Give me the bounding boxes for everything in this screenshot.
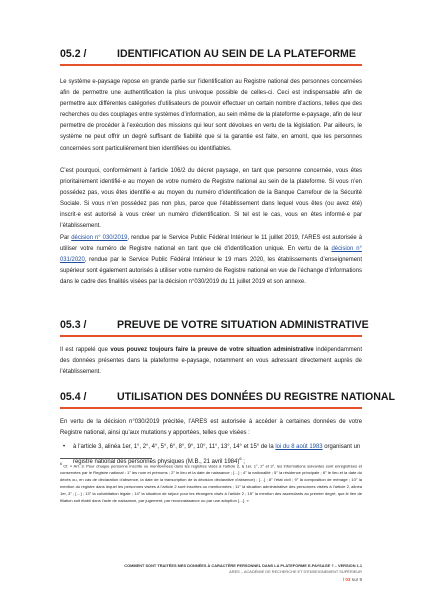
paragraph-text: , rendue par le Service Public Fédéral Intérieur le 11 juillet 2019, l’ARES est autorisée à utiliser votre numéro de Registre national en tant que clé d’identification unique. En vertu de la: [60, 235, 363, 253]
footnote-text: Cf. « Art. 3. Pour chaque personne inscrite ou mentionnées dans les registres visés à l’article 2, § 1er, 1°, 2° et 3°, les informations suivantes sont enregistrées et conservées par le Registre national : 1° les nom et prénoms ; 2° le lieu et la date de naissance ; […] ; 4° la nationalité ; 5° la résidence principale ; 6° le lieu et la date du décès ou, en cas de déclaration d’absence, la date de la transcription de la décision déclarative d’absence) ; […] ; 8° l’état civil ; 9° la composition de ménage ; 10° la mention du registre dans lequel les personnes visées à l’article 2 sont inscrites ou mentionnées ; 11° la situation administrative des personnes visées à l’article 2, alinéa 1er, 3° ; […] ; 13° la cohabitation légale ; 14° la situation de séjour pour les étrangers visés à l’article 2 ; 15° la mention des ascendants au premier degré, que le lien de filiation soit établi dans l’acte de naissance, par jugement, par reconnaissance ou par une adoption […]. »: [60, 463, 362, 504]
paragraph-text: C’est pourquoi, conformément à l’article 106/2 du décret paysage, en tant que personne concernée, vous êtes prioritairement identifié·e au moyen de votre numéro de Registre national au sein de la plateforme. Si vous n’en possédez pas, vous êtes identifié·e au moyen du numéro d’identification de la Banque Carrefour de la Sécurité Sociale. Si vous n’en possédez pas non plus, parce que l’établissement dans lequel vous êtes (ou avez été) inscrit·e est autorisé à vous créer un numéro d’identification. Si tel est le cas, vous en êtes informé·e par l’établissement.: [60, 168, 362, 230]
footnote: [60, 461, 362, 505]
footnote-number: 6: [60, 462, 62, 466]
section-title: IDENTIFICATION AU SEIN DE LA PLATEFORME: [117, 48, 356, 60]
footnote-ref[interactable]: 6: [239, 456, 242, 462]
paragraph-text: Il est rappelé que: [60, 347, 111, 353]
list-item-text: organisant un registre national des personnes physiques (M.B., 21 avril 1984): [73, 444, 361, 466]
section-title: UTILISATION DES DONNÉES DU REGISTRE NATIONAL: [117, 391, 395, 403]
law-link[interactable]: loi du 8 août 1983: [275, 444, 323, 450]
bullet-icon: •: [63, 444, 66, 450]
footer-org: [229, 569, 362, 574]
list-item-text: ;: [241, 459, 245, 466]
page-number: [343, 577, 362, 582]
footer-title: [124, 563, 362, 568]
section-heading: [60, 47, 362, 66]
paragraph-text: Par: [60, 235, 72, 241]
decision-030-link[interactable]: décision n° 030/2019: [71, 235, 128, 241]
paragraph-text: , rendue par le Service Public Fédéral Intérieur le 19 mars 2020, les établissements d’enseignement supérieur sont également autorisés à utiliser votre numéro de Registre national en vue de l’échange d’informations dans le cadre des finalités visées par la décision n°030/2019 du 11 juillet 2019 et son annexe.: [60, 257, 362, 286]
paragraph: [60, 345, 362, 378]
section-number: 05.2 /: [60, 48, 87, 60]
decision-031-link[interactable]: décision n° 031/2020: [60, 246, 362, 264]
paragraph-text: Le système e-paysage repose en grande partie sur l’identification au Registre national des personnes concernées afin de permettre une authentification la plus univoque possible de celles-ci. Ceci est indispensable afin de permettre aux différentes catégories d’utilisateurs de pouvoir effectuer un certain nombre d’actions, telles que des recherches ou des couplages entre systèmes d’information, au sein même de la plateforme e-paysage, afin de leur permettre de procéder à l’exécution des missions qui leur sont dévolues en vertu de la législation. Par ailleurs, le système ne peut offrir un degré suffisant de fiabilité que si la garantie est faite, en amont, que les personnes concernées sont particulièrement bien identifiées ou identifiables.: [60, 79, 362, 152]
section-heading: [60, 390, 395, 409]
paragraph: [60, 166, 362, 233]
section-number: 05.4 /: [60, 391, 87, 403]
paragraph: [60, 417, 362, 439]
paragraph-text: indépendamment des données présentes dans la plateforme e-paysage, notamment en vous adressant directement auprès de l’établissement.: [60, 347, 362, 376]
footer-document-title: COMMENT SONT TRAITÉES MES DONNÉES À CARACTÈRE PERSONNEL DANS LA PLATEFORME E-PAYSAGE ? – VERSION 1.1: [124, 563, 362, 568]
paragraph: [60, 233, 362, 288]
page-number-current: / 03: [342, 577, 351, 582]
paragraph: [60, 77, 362, 155]
section-heading: [60, 318, 369, 337]
page-number-total: sur 9: [351, 577, 362, 582]
paragraph-text: En vertu de la décision n°030/2019 précitée, l’ARES est autorisée à accéder à certaines données de votre Registre national, ainsi qu’aux mutations y apportées, telles que visées :: [60, 419, 362, 437]
list-item-text: à l’article 3, alinéa 1er, 1°, 2°, 4°, 5°, 6°, 8°, 9°, 10°, 11°, 13°, 14° et 15° de la: [73, 444, 276, 450]
section-number: 05.3 /: [60, 319, 87, 331]
emphasis-text: vous pouvez toujours faire la preuve de votre situation administrative: [110, 347, 314, 353]
footnote-divider: [60, 458, 152, 459]
section-title: PREUVE DE VOTRE SITUATION ADMINISTRATIVE: [117, 319, 369, 331]
footer-organization: ARES – ACADÉMIE DE RECHERCHE ET D’ENSEIGNEMENT SUPÉRIEUR: [229, 569, 362, 574]
